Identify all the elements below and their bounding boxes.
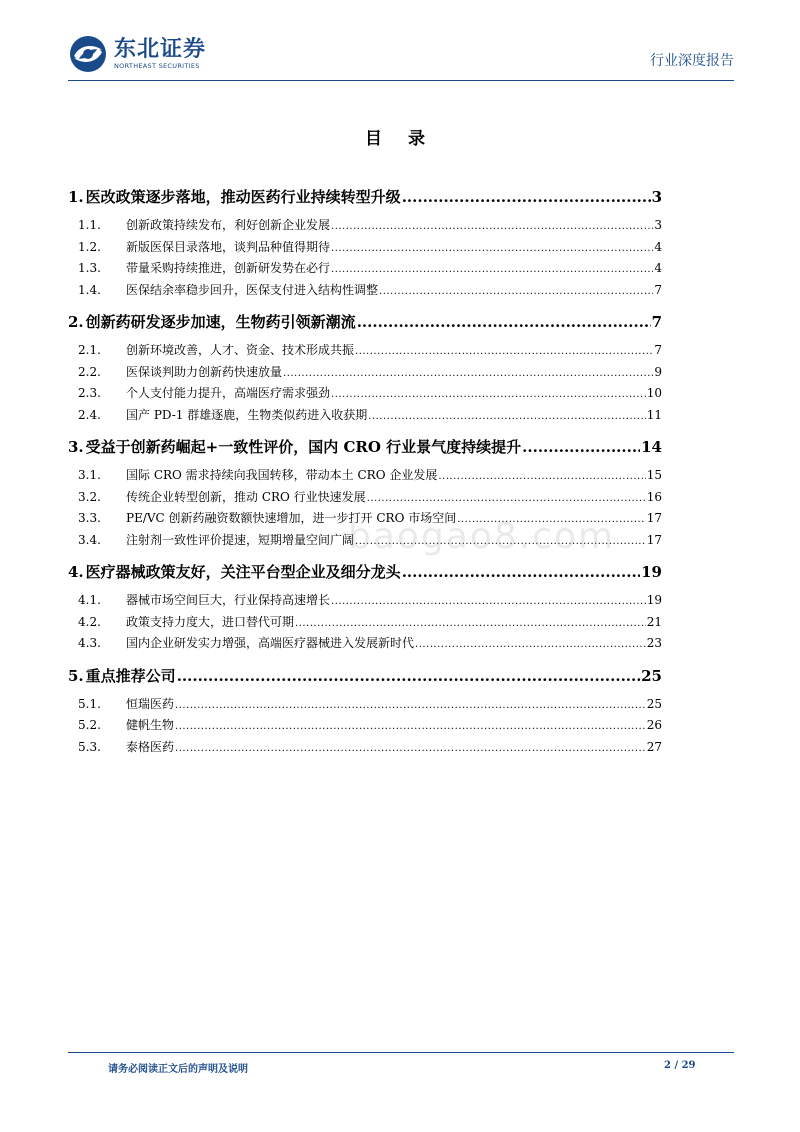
toc-subsection-5-3[interactable] <box>68 738 662 760</box>
toc-page-number: 10 <box>646 386 662 400</box>
toc-leader-dots <box>415 639 646 650</box>
toc-page-number: 15 <box>646 468 662 482</box>
toc-subsection-title: 恒瑞医药 <box>126 696 175 711</box>
toc-subsection-number: 5.1. <box>78 696 101 711</box>
toc-page-number: 9 <box>654 364 662 379</box>
toc-section-number: 1. <box>68 188 84 206</box>
toc-section-title: 受益于创新药崛起+一致性评价，国内 CRO 行业景气度持续提升 <box>85 438 522 456</box>
toc-subsection-2-2[interactable] <box>68 363 662 385</box>
toc-section-5[interactable] <box>68 665 662 691</box>
toc-subsection-title: 国际 CRO 需求持续向我国转移，带动本土 CRO 企业发展 <box>126 468 438 482</box>
toc-page-number: 26 <box>646 718 662 732</box>
toc-page-number: 3 <box>654 218 662 232</box>
footer-disclaimer: 请务必阅读正文后的声明及说明 <box>108 1064 248 1075</box>
toc-subsection-1-4[interactable] <box>68 281 662 303</box>
toc-section-number: 2. <box>68 313 84 331</box>
toc-subsection-title: 医保谈判助力创新药快速放量 <box>126 364 283 379</box>
toc-page-number: 7 <box>654 282 662 297</box>
toc-leader-dots <box>175 743 646 754</box>
toc-subsection-number: 5.2. <box>78 718 101 732</box>
toc-leader-dots <box>331 389 646 400</box>
northeast-securities-logo-icon <box>68 34 108 74</box>
toc-subsection-3-2[interactable] <box>68 488 662 510</box>
toc-subsection-title: 国内企业研发实力增强，高端医疗器械进入发展新时代 <box>126 636 415 650</box>
toc-subsection-number: 3.2. <box>78 489 101 504</box>
toc-subsection-title: 带量采购持续推进，创新研发势在必行 <box>126 261 331 275</box>
toc-subsection-number: 1.1. <box>78 218 101 232</box>
toc-leader-dots <box>438 471 645 482</box>
toc-leader-dots <box>402 563 640 581</box>
toc-leader-dots <box>379 286 653 297</box>
toc-subsection-number: 5.3. <box>78 739 101 754</box>
toc-page-number: 14 <box>641 438 662 456</box>
toc-subsection-number: 3.1. <box>78 468 101 482</box>
logo-chinese-name: 东北证券 <box>114 36 207 62</box>
logo-english-name: NORTHEAST SECURITIES <box>114 61 200 70</box>
toc-section-number: 5. <box>68 666 84 685</box>
toc-subsection-number: 3.4. <box>78 532 101 547</box>
report-type-label: 行业深度报告 <box>650 53 734 69</box>
toc-section-title: 医改政策逐步落地，推动医药行业持续转型升级 <box>85 188 401 206</box>
toc-page-number: 19 <box>646 593 662 607</box>
toc-subsection-number: 2.4. <box>78 407 101 422</box>
toc-page-number: 23 <box>646 636 662 650</box>
toc-page-number: 3 <box>651 188 662 206</box>
toc-subsection-5-2[interactable] <box>68 716 662 738</box>
toc-leader-dots <box>283 368 653 379</box>
toc-subsection-number: 1.3. <box>78 261 101 275</box>
toc-page-number: 25 <box>646 696 662 711</box>
toc-section-title: 创新药研发逐步加速，生物药引领新潮流 <box>85 313 356 331</box>
toc-subsection-2-3[interactable] <box>68 384 662 406</box>
toc-subsection-title: 器械市场空间巨大，行业保持高速增长 <box>126 593 331 607</box>
toc-leader-dots <box>177 667 640 685</box>
toc-subsection-number: 3.3. <box>78 511 101 525</box>
toc-subsection-title: 健帆生物 <box>126 718 175 732</box>
toc-subsection-5-1[interactable] <box>68 695 662 717</box>
toc-subsection-number: 4.3. <box>78 636 101 650</box>
toc-subsection-2-4[interactable] <box>68 406 662 428</box>
toc-leader-dots <box>175 700 646 711</box>
toc-leader-dots <box>368 411 645 422</box>
toc-subsection-number: 1.2. <box>78 239 101 254</box>
toc-subsection-2-1[interactable] <box>68 341 662 363</box>
toc-subsection-number: 1.4. <box>78 282 101 297</box>
page-indicator: 2 / 29 <box>664 1060 696 1071</box>
toc-leader-dots <box>522 438 640 456</box>
toc-leader-dots <box>331 596 646 607</box>
header-divider <box>68 80 734 81</box>
toc-page-number: 27 <box>646 739 662 754</box>
toc-page-number: 4 <box>654 261 662 275</box>
toc-subsection-number: 2.2. <box>78 364 101 379</box>
toc-title: 目 录 <box>365 129 435 149</box>
toc-page-number: 19 <box>641 563 662 581</box>
toc-subsection-1-1[interactable] <box>68 216 662 238</box>
toc-leader-dots <box>367 493 646 504</box>
toc-subsection-title: 个人支付能力提升，高端医疗需求强劲 <box>126 386 331 400</box>
toc-page-number: 4 <box>654 239 662 254</box>
toc-subsection-3-1[interactable] <box>68 466 662 488</box>
toc-leader-dots <box>331 221 653 232</box>
toc-page-number: 17 <box>646 532 662 547</box>
toc-section-number: 4. <box>68 563 84 581</box>
toc-section-3[interactable] <box>68 436 662 462</box>
toc-leader-dots <box>402 188 651 206</box>
toc-leader-dots <box>357 313 651 331</box>
toc-page-number: 21 <box>646 614 662 629</box>
toc-section-title: 医疗器械政策友好，关注平台型企业及细分龙头 <box>85 563 401 581</box>
toc-subsection-title: PE/VC 创新药融资数额快速增加，进一步打开 CRO 市场空间 <box>126 511 457 525</box>
page-header <box>68 34 734 78</box>
toc-subsection-title: 注射剂一致性评价提速，短期增量空间广阔 <box>126 532 355 547</box>
toc-subsection-title: 医保结余率稳步回升，医保支付进入结构性调整 <box>126 282 379 297</box>
toc-leader-dots <box>331 264 653 275</box>
toc-page-number: 16 <box>646 489 662 504</box>
toc-page-number: 17 <box>646 511 662 525</box>
toc-page-number: 25 <box>641 666 662 685</box>
toc-section-1[interactable] <box>68 186 662 212</box>
table-of-contents <box>68 186 662 759</box>
toc-subsection-number: 4.1. <box>78 593 101 607</box>
toc-page-number: 7 <box>654 343 662 357</box>
toc-subsection-title: 泰格医药 <box>126 739 175 754</box>
toc-leader-dots <box>295 618 646 629</box>
toc-subsection-title: 创新政策持续发布，利好创新企业发展 <box>126 218 331 232</box>
toc-subsection-number: 4.2. <box>78 614 101 629</box>
toc-section-title: 重点推荐公司 <box>85 666 176 685</box>
toc-page-number: 11 <box>646 407 662 422</box>
toc-leader-dots <box>355 346 653 357</box>
toc-subsection-4-1[interactable] <box>68 591 662 613</box>
toc-subsection-1-3[interactable] <box>68 259 662 281</box>
toc-subsection-number: 2.3. <box>78 386 101 400</box>
toc-section-2[interactable] <box>68 311 662 337</box>
toc-subsection-4-2[interactable] <box>68 613 662 635</box>
toc-subsection-title: 传统企业转型创新，推动 CRO 行业快速发展 <box>126 489 366 504</box>
toc-subsection-title: 创新环境改善，人才、资金、技术形成共振 <box>126 343 355 357</box>
toc-subsection-4-3[interactable] <box>68 634 662 656</box>
toc-leader-dots <box>331 243 653 254</box>
toc-leader-dots <box>175 721 646 732</box>
toc-subsection-number: 2.1. <box>78 343 101 357</box>
toc-section-4[interactable] <box>68 561 662 587</box>
footer-divider <box>68 1052 734 1053</box>
toc-page-number: 7 <box>651 313 662 331</box>
toc-subsection-title: 政策支持力度大，进口替代可期 <box>126 614 295 629</box>
company-logo <box>68 34 206 74</box>
toc-subsection-1-2[interactable] <box>68 238 662 260</box>
toc-subsection-title: 新版医保目录落地，谈判品种值得期待 <box>126 239 331 254</box>
watermark: baogao8.com <box>348 516 616 557</box>
toc-subsection-title: 国产 PD-1 群雄逐鹿，生物类似药进入收获期 <box>126 407 368 422</box>
toc-section-number: 3. <box>68 438 84 456</box>
